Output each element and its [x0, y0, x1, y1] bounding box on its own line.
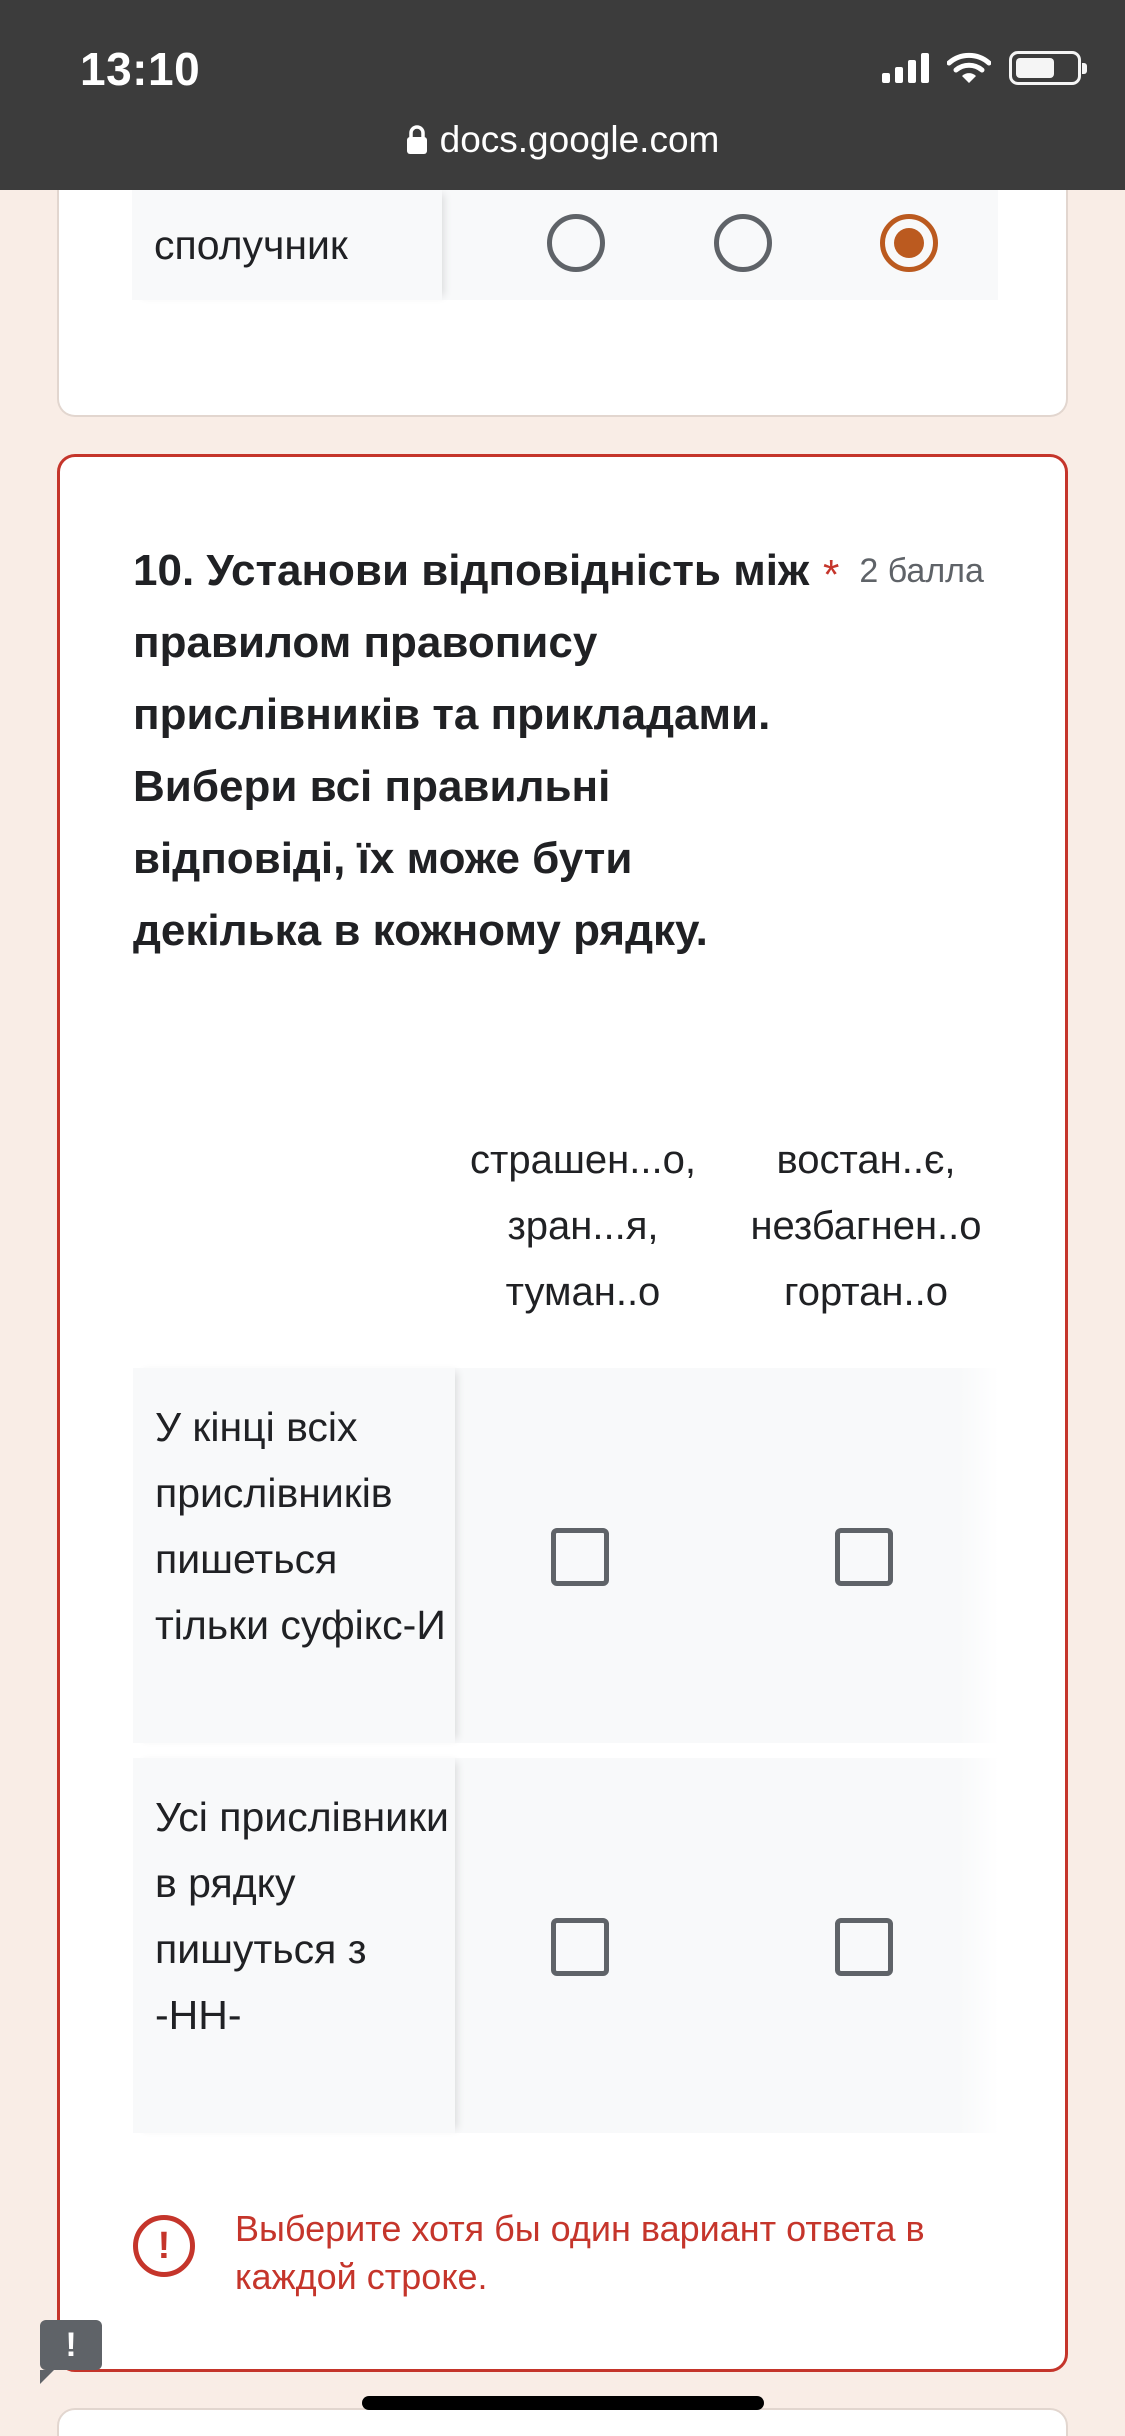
question-card: [57, 454, 1068, 2372]
browser-top-bar: [0, 0, 1125, 190]
feedback-button[interactable]: !: [40, 2320, 102, 2370]
radio-button[interactable]: [547, 214, 605, 272]
column-header: страшен...о, зран...я, туман..о: [470, 1138, 696, 1314]
question-title: 10. Установи відповідність між правилом правопису прислівників та прикладами. Вибери всі правильні відповіді, їх може бути декілька в кожному рядку.: [133, 546, 810, 955]
url-bar[interactable]: [0, 115, 1125, 165]
grid-row: [132, 190, 998, 300]
question-points: 2 балла: [859, 551, 984, 590]
checkbox[interactable]: [551, 1918, 609, 1976]
status-icons: [882, 48, 1081, 88]
url-domain: docs.google.com: [439, 119, 720, 160]
required-asterisk: *: [823, 551, 840, 598]
error-message: Выберите хотя бы один вариант ответа в каждой строке.: [235, 2208, 925, 2297]
question-meta: [823, 535, 984, 607]
status-time: 13:10: [80, 43, 201, 95]
radio-button-selected[interactable]: [880, 214, 938, 272]
home-indicator[interactable]: [362, 2396, 764, 2410]
row-label: У кінці всіх прислівників пишеться тільки суфікс-И: [133, 1368, 455, 1743]
grid-row: [133, 1758, 999, 2133]
checkbox[interactable]: [835, 1918, 893, 1976]
radio-button[interactable]: [714, 214, 772, 272]
row-label: Усі прислівники в рядку пишуться з -НН-: [133, 1758, 455, 2133]
grid-row: [133, 1368, 999, 1743]
next-question-card: [57, 2408, 1068, 2436]
row-label: сполучник: [132, 190, 442, 300]
checkbox[interactable]: [551, 1528, 609, 1586]
validation-error: [133, 2205, 999, 2301]
battery-icon: [1009, 51, 1081, 85]
column-header: востан..є, незбагнен..о гортан..о: [750, 1138, 982, 1314]
wifi-icon: [947, 51, 991, 85]
lock-icon: [406, 125, 428, 155]
checkbox[interactable]: [835, 1528, 893, 1586]
error-icon: !: [133, 2215, 195, 2277]
cellular-signal-icon: [882, 53, 929, 83]
